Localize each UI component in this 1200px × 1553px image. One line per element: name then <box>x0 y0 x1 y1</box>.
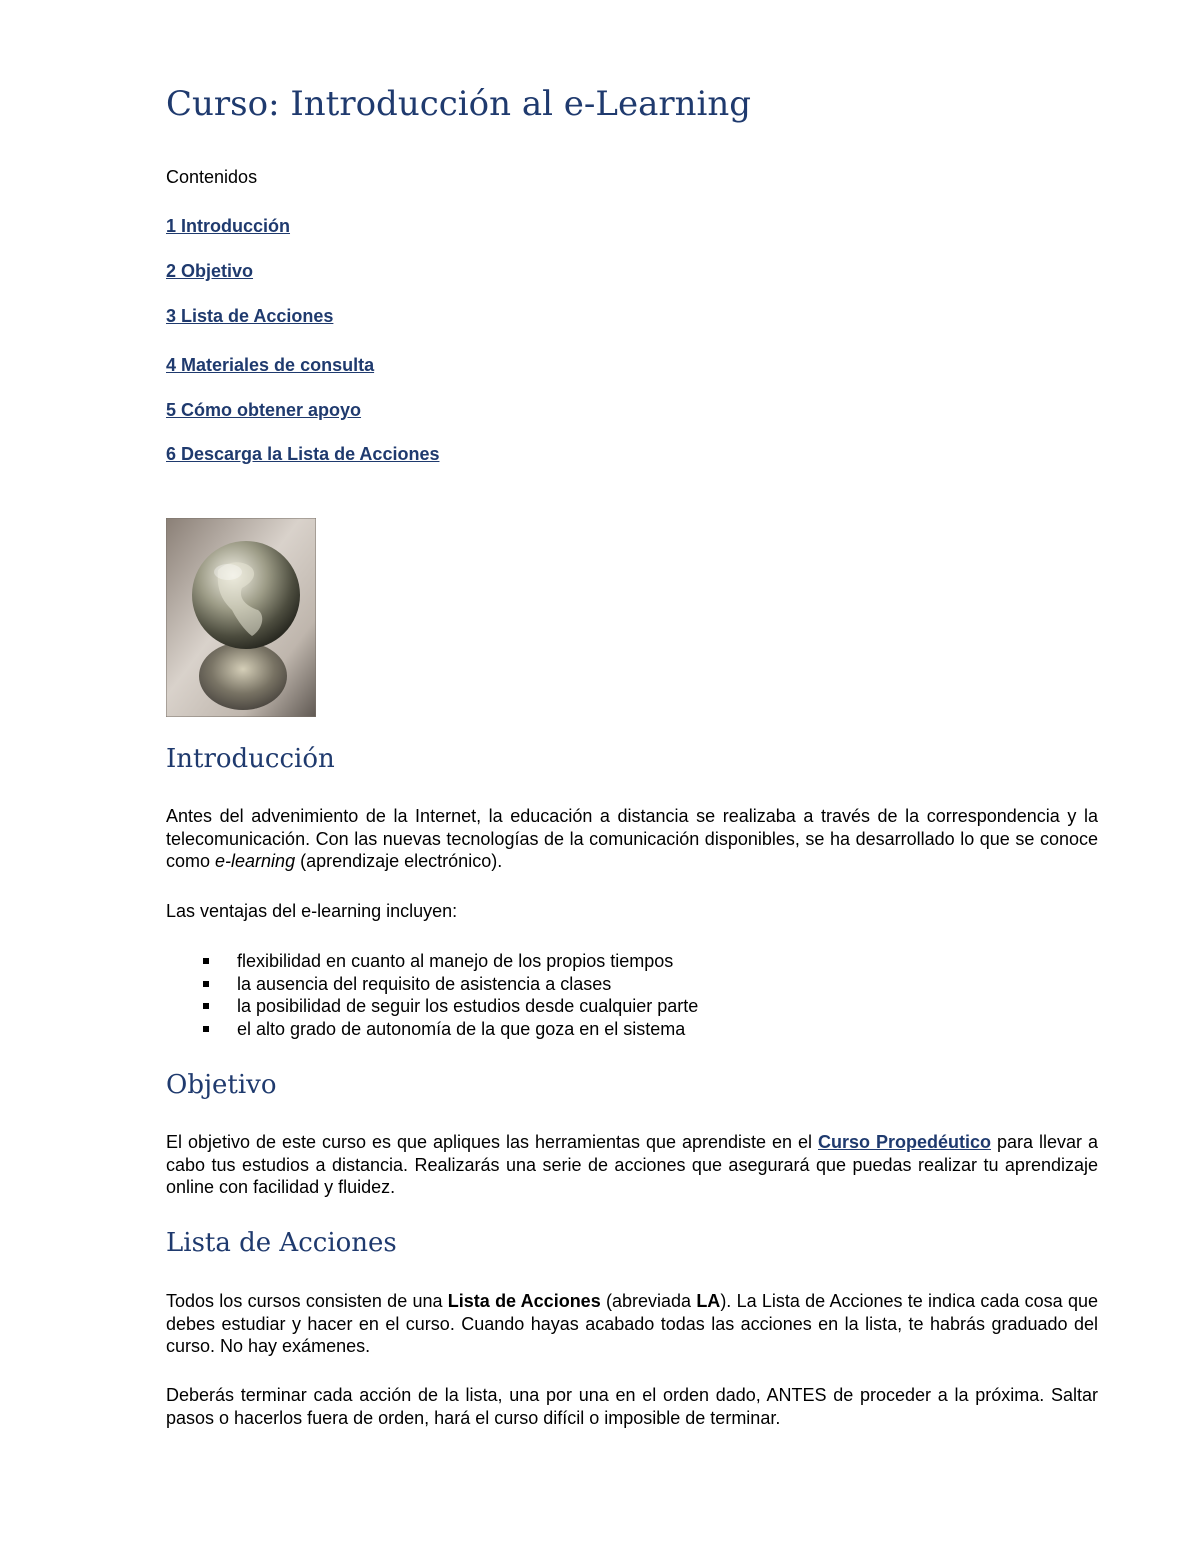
list-item <box>166 995 698 1018</box>
square-bullet-icon <box>203 958 209 964</box>
list-item-text: el alto grado de autonomía de la que goza en el sistema <box>237 1018 686 1039</box>
lista-text-c: (abreviada <box>600 1291 697 1311</box>
square-bullet-icon <box>203 981 209 987</box>
intro-text: Antes del advenimiento de la Internet, la educación a distancia se realizaba a través de la correspondencia y la telecomunicación. Con las nuevas tecnologías de la comunicación disponibles, se ha desarrollado lo que se conoce como <box>166 806 1098 871</box>
lista-bold-term: Lista de Acciones <box>447 1291 601 1311</box>
lista-bold-abbr: LA <box>696 1291 721 1311</box>
square-bullet-icon <box>203 1003 209 1009</box>
objetivo-paragraph <box>166 1131 1098 1199</box>
globe-illustration <box>166 518 316 717</box>
toc-link-objetivo[interactable]: 2 Objetivo <box>166 261 254 281</box>
lista-text-a: Todos los cursos consisten de una <box>166 1291 448 1311</box>
intro-text-end: (aprendizaje electrónico). <box>295 851 503 871</box>
objetivo-text-end: para llevar a cabo tus estudios a distancia. Realizarás una serie de acciones que asegurará que puedas realizar tu aprendizaje online con facilidad y fluidez. <box>166 1132 1098 1197</box>
toc-link-apoyo[interactable]: 5 Cómo obtener apoyo <box>166 400 362 420</box>
intro-emphasis: e-learning <box>215 851 296 871</box>
toc-label: Contenidos <box>166 167 258 187</box>
objetivo-text: El objetivo de este curso es que apliques las herramientas que aprendiste en el <box>166 1132 819 1152</box>
curso-propedeutico-link[interactable]: Curso Propedéutico <box>818 1132 992 1152</box>
toc-link-lista-de-acciones[interactable]: 3 Lista de Acciones <box>166 306 334 326</box>
toc-link-descarga[interactable]: 6 Descarga la Lista de Acciones <box>166 444 440 464</box>
square-bullet-icon <box>203 1026 209 1032</box>
lista-text-e: ). La Lista de Acciones te indica cada cosa que debes estudiar y hacer en el curso. Cuando hayas acabado todas las acciones en la lista, te habrás graduado del curso. No hay exámenes. <box>166 1291 1098 1356</box>
advantages-list <box>166 950 698 1040</box>
toc-link-materiales[interactable]: 4 Materiales de consulta <box>166 355 375 375</box>
list-item <box>166 1018 698 1041</box>
list-item-text: flexibilidad en cuanto al manejo de los propios tiempos <box>237 951 674 971</box>
list-item-text: la posibilidad de seguir los estudios desde cualquier parte <box>237 996 699 1016</box>
list-item-text: la ausencia del requisito de asistencia a clases <box>237 973 612 994</box>
heading-introduccion: Introducción <box>166 744 335 774</box>
intro-paragraph-1 <box>166 805 1098 873</box>
heading-lista-de-acciones: Lista de Acciones <box>166 1228 397 1258</box>
list-item <box>166 973 698 996</box>
lista-paragraph-2: Deberás terminar cada acción de la lista, una por una en el orden dado, ANTES de proceder a la próxima. Saltar pasos o hacerlos fuera de orden, hará el curso difícil o imposible de terminar. <box>166 1385 1098 1428</box>
toc-link-introduccion[interactable]: 1 Introducción <box>166 216 291 236</box>
heading-objetivo: Objetivo <box>166 1070 277 1100</box>
document-title: Curso: Introducción al e-Learning <box>166 84 752 124</box>
globe-image <box>166 518 316 717</box>
intro-paragraph-2: Las ventajas del e-learning incluyen: <box>166 901 458 921</box>
list-item <box>166 950 698 973</box>
lista-paragraph-1 <box>166 1290 1098 1358</box>
